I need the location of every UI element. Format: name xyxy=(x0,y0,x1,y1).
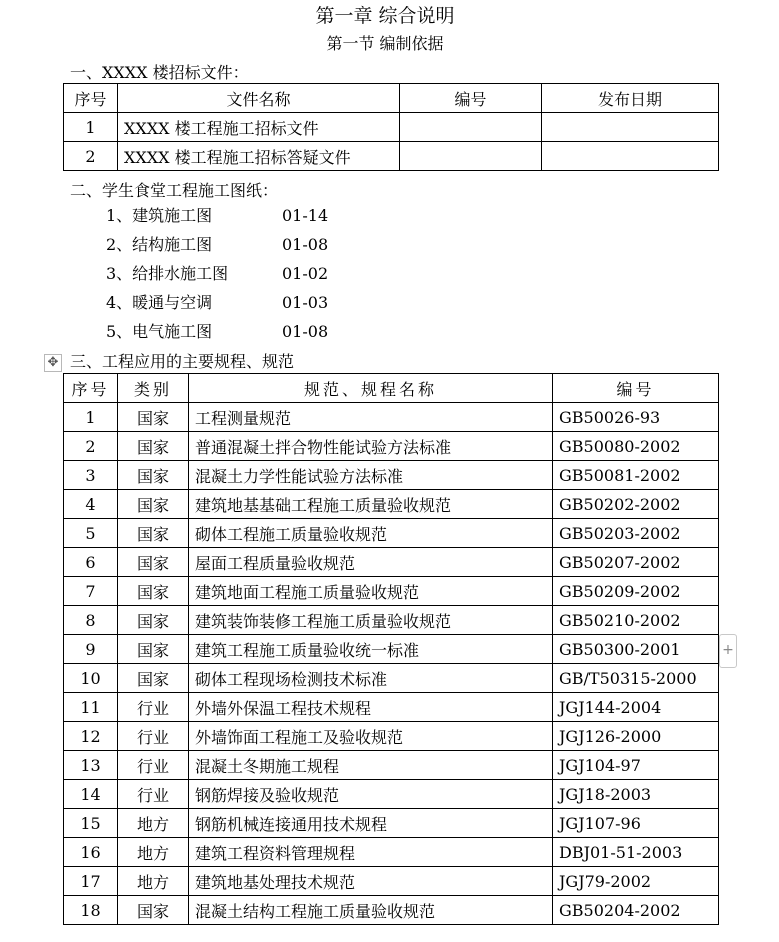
cell-code[interactable]: GB50202-2002 xyxy=(553,490,719,519)
drawing-range: 01-08 xyxy=(282,235,329,254)
cell-standard-name[interactable]: 建筑装饰装修工程施工质量验收规范 xyxy=(189,606,553,635)
cell-doc-name[interactable]: XXXX 楼工程施工招标答疑文件 xyxy=(118,142,400,171)
cell-category[interactable]: 国家 xyxy=(118,403,189,432)
table-row xyxy=(64,896,719,925)
cell-no[interactable]: 1 xyxy=(64,403,118,432)
cell-no[interactable]: 16 xyxy=(64,838,118,867)
cell-category[interactable]: 地方 xyxy=(118,838,189,867)
cell-no[interactable]: 8 xyxy=(64,606,118,635)
table-row xyxy=(64,432,719,461)
cell-standard-name[interactable]: 砌体工程施工质量验收规范 xyxy=(189,519,553,548)
cell-no[interactable]: 18 xyxy=(64,896,118,925)
cell-no[interactable]: 2 xyxy=(64,432,118,461)
table-row xyxy=(64,867,719,896)
column-header-category: 类别 xyxy=(118,374,189,403)
table-row xyxy=(64,548,719,577)
cell-no[interactable]: 17 xyxy=(64,867,118,896)
cell-standard-name[interactable]: 钢筋焊接及验收规范 xyxy=(189,780,553,809)
cell-category[interactable]: 国家 xyxy=(118,664,189,693)
cell-standard-name[interactable]: 外墙饰面工程施工及验收规范 xyxy=(189,722,553,751)
list-item xyxy=(106,262,328,291)
cell-category[interactable]: 国家 xyxy=(118,606,189,635)
cell-category[interactable]: 国家 xyxy=(118,548,189,577)
table-row xyxy=(64,577,719,606)
cell-code[interactable]: GB50080-2002 xyxy=(553,432,719,461)
table-row xyxy=(64,519,719,548)
cell-date[interactable] xyxy=(542,142,719,171)
table-row xyxy=(64,751,719,780)
cell-code[interactable]: GB50081-2002 xyxy=(553,461,719,490)
cell-code[interactable]: GB50209-2002 xyxy=(553,577,719,606)
drawing-name: 4、暖通与空调 xyxy=(106,293,213,312)
cell-code[interactable]: GB50300-2001 xyxy=(553,635,719,664)
table-row xyxy=(64,664,719,693)
standards-table xyxy=(63,373,719,925)
cell-category[interactable]: 国家 xyxy=(118,490,189,519)
standards-table-body xyxy=(64,403,719,925)
heading-tender-docs: 一、XXXX 楼招标文件： xyxy=(70,63,249,82)
cell-code[interactable] xyxy=(400,142,542,171)
section-title: 第一节 编制依据 xyxy=(326,34,444,53)
cell-standard-name[interactable]: 混凝土冬期施工规程 xyxy=(189,751,553,780)
cell-category[interactable]: 地方 xyxy=(118,867,189,896)
cell-standard-name[interactable]: 建筑地基基础工程施工质量验收规范 xyxy=(189,490,553,519)
cell-no[interactable]: 7 xyxy=(64,577,118,606)
cell-no[interactable]: 11 xyxy=(64,693,118,722)
cell-standard-name[interactable]: 钢筋机械连接通用技术规程 xyxy=(189,809,553,838)
cell-no[interactable]: 1 xyxy=(64,113,118,142)
drawing-range: 01-03 xyxy=(282,293,329,312)
cell-no[interactable]: 5 xyxy=(64,519,118,548)
cell-standard-name[interactable]: 混凝土力学性能试验方法标准 xyxy=(189,461,553,490)
column-header-code: 编号 xyxy=(400,84,542,113)
cell-standard-name[interactable]: 外墙外保温工程技术规程 xyxy=(189,693,553,722)
cell-code[interactable]: JGJ126-2000 xyxy=(553,722,719,751)
cell-no[interactable]: 2 xyxy=(64,142,118,171)
table-row xyxy=(64,606,719,635)
list-item xyxy=(106,233,328,262)
cell-category[interactable]: 行业 xyxy=(118,722,189,751)
cell-standard-name[interactable]: 工程测量规范 xyxy=(189,403,553,432)
cell-category[interactable]: 行业 xyxy=(118,693,189,722)
drawing-name: 1、建筑施工图 xyxy=(106,206,213,225)
table-row xyxy=(64,780,719,809)
table-row xyxy=(64,809,719,838)
column-header-no: 序号 xyxy=(64,84,118,113)
list-item xyxy=(106,204,328,233)
list-item xyxy=(106,291,328,320)
cell-standard-name[interactable]: 建筑工程施工质量验收统一标准 xyxy=(189,635,553,664)
cell-code[interactable]: GB50207-2002 xyxy=(553,548,719,577)
chapter-title: 第一章 综合说明 xyxy=(315,5,455,27)
cell-category[interactable]: 行业 xyxy=(118,751,189,780)
table-move-handle-icon[interactable]: ✥ xyxy=(44,354,62,372)
list-item xyxy=(106,320,328,349)
drawing-name: 5、电气施工图 xyxy=(106,322,213,341)
cell-category[interactable]: 国家 xyxy=(118,432,189,461)
table-row xyxy=(64,838,719,867)
cell-no[interactable]: 3 xyxy=(64,461,118,490)
cell-code[interactable]: GB/T50315-2000 xyxy=(553,664,719,693)
cell-standard-name[interactable]: 普通混凝土拌合物性能试验方法标准 xyxy=(189,432,553,461)
table-row xyxy=(64,722,719,751)
cell-no[interactable]: 12 xyxy=(64,722,118,751)
column-header-code: 编号 xyxy=(553,374,719,403)
cell-code[interactable]: JGJ144-2004 xyxy=(553,693,719,722)
table-header-row xyxy=(64,374,719,403)
cell-code[interactable] xyxy=(400,113,542,142)
cell-code[interactable]: GB50203-2002 xyxy=(553,519,719,548)
cell-category[interactable]: 国家 xyxy=(118,896,189,925)
table-row xyxy=(64,635,719,664)
cell-category[interactable]: 行业 xyxy=(118,780,189,809)
cell-standard-name[interactable]: 建筑地面工程施工质量验收规范 xyxy=(189,577,553,606)
heading-standards: 三、工程应用的主要规程、规范 xyxy=(70,352,295,371)
cell-date[interactable] xyxy=(542,113,719,142)
cell-code[interactable]: GB50026-93 xyxy=(553,403,719,432)
cell-no[interactable]: 9 xyxy=(64,635,118,664)
cell-standard-name[interactable]: 混凝土结构工程施工质量验收规范 xyxy=(189,896,553,925)
cell-code[interactable]: GB50210-2002 xyxy=(553,606,719,635)
cell-code[interactable]: GB50204-2002 xyxy=(553,896,719,925)
table-header-row xyxy=(64,84,719,113)
column-header-date: 发布日期 xyxy=(542,84,719,113)
drawing-name: 3、给排水施工图 xyxy=(106,264,229,283)
drawing-range: 01-14 xyxy=(282,206,329,225)
cell-category[interactable]: 国家 xyxy=(118,635,189,664)
cell-doc-name[interactable]: XXXX 楼工程施工招标文件 xyxy=(118,113,400,142)
table-row xyxy=(64,490,719,519)
column-header-no: 序号 xyxy=(64,374,118,403)
table-row xyxy=(64,693,719,722)
cell-category[interactable]: 国家 xyxy=(118,519,189,548)
drawings-list xyxy=(106,204,328,349)
table-row xyxy=(64,113,719,142)
column-header-doc-name: 文件名称 xyxy=(118,84,400,113)
cell-no[interactable]: 14 xyxy=(64,780,118,809)
cell-no[interactable]: 13 xyxy=(64,751,118,780)
cell-category[interactable]: 国家 xyxy=(118,461,189,490)
cell-no[interactable]: 4 xyxy=(64,490,118,519)
drawing-name: 2、结构施工图 xyxy=(106,235,213,254)
cell-code[interactable]: JGJ107-96 xyxy=(553,809,719,838)
cell-no[interactable]: 10 xyxy=(64,664,118,693)
table-row xyxy=(64,403,719,432)
heading-drawings: 二、学生食堂工程施工图纸： xyxy=(70,181,279,200)
cell-category[interactable]: 国家 xyxy=(118,577,189,606)
add-row-plus-icon[interactable]: + xyxy=(719,634,737,668)
table-row xyxy=(64,142,719,171)
cell-code[interactable]: DBJ01-51-2003 xyxy=(553,838,719,867)
cell-code[interactable]: JGJ104-97 xyxy=(553,751,719,780)
cell-standard-name[interactable]: 建筑地基处理技术规范 xyxy=(189,867,553,896)
cell-code[interactable]: JGJ18-2003 xyxy=(553,780,719,809)
cell-standard-name[interactable]: 屋面工程质量验收规范 xyxy=(189,548,553,577)
drawing-range: 01-08 xyxy=(282,322,329,341)
cell-no[interactable]: 15 xyxy=(64,809,118,838)
tender-documents-table xyxy=(63,83,719,171)
cell-standard-name[interactable]: 建筑工程资料管理规程 xyxy=(189,838,553,867)
cell-category[interactable]: 地方 xyxy=(118,809,189,838)
cell-no[interactable]: 6 xyxy=(64,548,118,577)
drawing-range: 01-02 xyxy=(282,264,329,283)
table-row xyxy=(64,461,719,490)
cell-standard-name[interactable]: 砌体工程现场检测技术标准 xyxy=(189,664,553,693)
column-header-standard-name: 规范、规程名称 xyxy=(189,374,553,403)
cell-code[interactable]: JGJ79-2002 xyxy=(553,867,719,896)
